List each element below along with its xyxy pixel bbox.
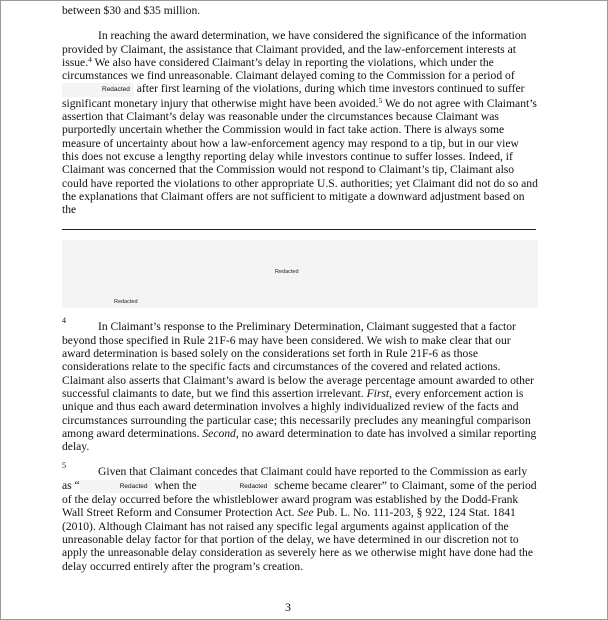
para-text: We also have considered Claimant’s delay in reporting the violations, which under the circumstances we find unreasonable. Claimant delayed coming to the Commission for a period of xyxy=(62,55,515,83)
footnote-text: when the xyxy=(151,478,200,492)
body-paragraph xyxy=(62,29,538,216)
footnote-5 xyxy=(62,461,538,573)
footnote-divider xyxy=(62,229,536,230)
para-text: We do not agree with Claimant’s assertion that Claimant’s delay was reasonable under the circumstances because Claimant was purportedly uncertain whether the Commission would in fact take action. There is always some measure of uncertainty about how a law-enforcement agency may respond to a tip, but in our view this does not excuse a lengthy reporting delay while investors continue to suffer losses. Indeed, if Claimant was concerned that the Commission would not respond to Claimant’s tip, Claimant also could have reported the violations to other appropriate U.S. authorities; yet Claimant did not do so and the explanations that Claimant offers are not sufficient to mitigate a downward adjustment based on the xyxy=(62,96,538,217)
redacted-marker: Redacted xyxy=(62,83,134,96)
footnote-ref-5[interactable]: 5 xyxy=(378,95,383,105)
top-line: between $30 and $35 million. xyxy=(62,4,201,17)
footnote-text: , no award determination to date has involved a similar reporting delay. xyxy=(62,426,537,454)
redacted-label: Redacted xyxy=(114,299,138,306)
footnote-ref-4[interactable]: 4 xyxy=(88,54,92,64)
redacted-block xyxy=(62,240,538,308)
footnote-emphasis: See xyxy=(297,506,314,520)
footnote-text: scheme became clearer” to Claimant, some of the period of the delay occurred before the whistleblower award program was established by the Dodd-Frank Wall Street Reform and Consumer Protection Act. xyxy=(62,478,537,520)
footnote-text: In Claimant’s response to the Preliminary Determination, Claimant suggested that a factor beyond those specified in Rule 21F-6 may have been considered. We wish to make clear that our award determination is based solely on the considerations set forth in Rule 21F-6 as those considerations relate to the specific facts and circumstances of the covered and related actions. Claimant also asserts that Claimant’s award is below the average percentage amount awarded to other successful claimants to date, but we find this assertion irrelevant. xyxy=(62,320,534,400)
footnote-4 xyxy=(62,316,538,454)
para-text: after first learning of the violations, during which time investors continued to suffer significant monetary injury that otherwise might have been avoided. xyxy=(62,82,525,110)
document-page xyxy=(62,4,538,573)
page-number: 3 xyxy=(285,600,291,614)
redacted-marker: Redacted xyxy=(200,480,272,493)
redacted-marker: Redacted xyxy=(80,480,152,493)
footnote-number: 5 xyxy=(62,461,66,471)
footnote-text: Pub. L. No. 111-203, § 922, 124 Stat. 1841 (2010). Although Claimant has not raised any specific legal arguments against application of the unreasonable delay factor for that portion of the delay, we have determined in our discretion not to apply the unreasonable delay consideration as severely here as we otherwise might have done had the delay occurred entirely after the program’s creation. xyxy=(62,506,533,573)
footnote-text: , every enforcement action is unique and thus each award determination involves a highly individualized review of the facts and circumstances surrounding the particular case; this necessarily precludes any meaningful comparison among award determinations. xyxy=(62,386,531,440)
redacted-label: Redacted xyxy=(275,269,299,276)
footnote-number: 4 xyxy=(62,316,66,326)
footnote-text: Given that Claimant concedes that Claimant could have reported to the Commission as early as “ xyxy=(62,465,528,492)
footnote-emphasis: First xyxy=(366,386,390,400)
footnote-emphasis: Second xyxy=(202,426,236,440)
para-text: In reaching the award determination, we have considered the significance of the information provided by Claimant, the assistance that Claimant provided, and the law-enforcement interests at issue. xyxy=(62,29,527,69)
